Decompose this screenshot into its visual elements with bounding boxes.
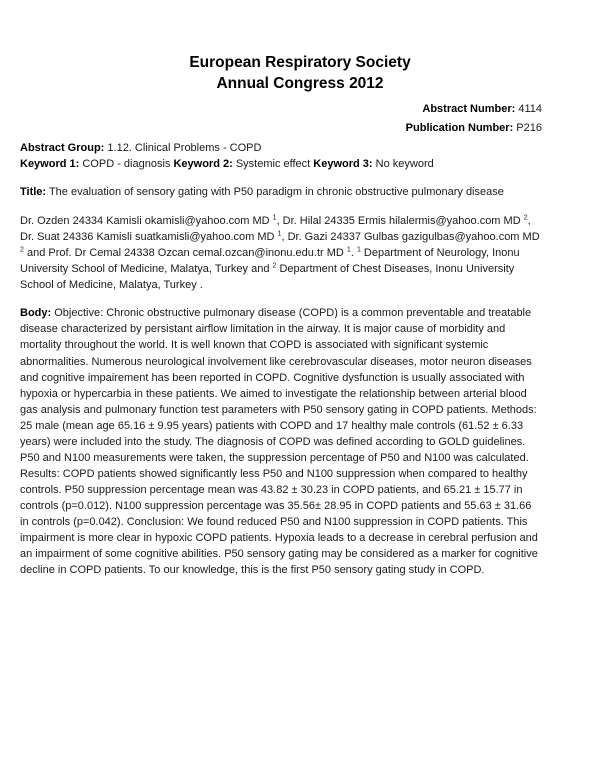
affiliation-2-marker: 2 [272, 262, 277, 270]
body-label: Body: [20, 307, 52, 320]
abstract-group-value: 1.12. Clinical Problems - COPD [107, 142, 262, 154]
author-1: Dr. Ozden 24334 Kamisli okamisli@yahoo.com MD [20, 215, 273, 228]
author-5: and Prof. Dr Cemal 24338 Ozcan cemal.ozcan@inonu.edu.tr MD [23, 247, 347, 260]
author-5-affiliation: 1 [346, 246, 351, 254]
publication-number-row [20, 119, 542, 138]
publication-number-value: P216 [516, 122, 542, 134]
author-3-affiliation: 1 [277, 230, 282, 238]
title-row [20, 184, 542, 200]
abstract-number-label: Abstract Number: [422, 103, 516, 115]
keywords-row [20, 156, 542, 172]
keyword3-value: No keyword [375, 158, 434, 171]
congress-header [58, 52, 542, 94]
authors-paragraph [20, 213, 542, 293]
abstract-numbers [20, 100, 542, 138]
author-1-affiliation: 1 [272, 214, 277, 222]
affiliation-2: Department of Chest Diseases, Inonu University School of Medicine, Malatya, Turkey . [20, 263, 515, 292]
author-4: , Dr. Gazi 24337 Gulbas gazigulbas@yahoo.com MD [281, 231, 540, 244]
keyword2-value: Systemic effect [235, 158, 311, 171]
congress-title-line2: Annual Congress 2012 [216, 75, 384, 92]
abstract-group-label: Abstract Group: [20, 142, 105, 154]
body-paragraph [20, 305, 542, 578]
author-2-affiliation: 2 [523, 214, 528, 222]
title-label: Title: [20, 186, 47, 199]
keyword3-label: Keyword 3: [313, 158, 373, 171]
affiliation-separator: . [350, 247, 357, 260]
affiliation-1: Department of Neurology, Inonu University School of Medicine, Malatya, Turkey and [20, 247, 520, 276]
keyword1-label: Keyword 1: [20, 158, 80, 171]
title-value: The evaluation of sensory gating with P50 paradigm in chronic obstructive pulmonary disease [48, 186, 504, 199]
author-2: , Dr. Hilal 24335 Ermis hilalermis@yahoo.com MD [276, 215, 524, 228]
congress-title-line1: European Respiratory Society [189, 54, 411, 71]
abstract-number-row [20, 100, 542, 119]
author-4-affiliation: 2 [20, 246, 24, 254]
affiliation-1-marker: 1 [356, 246, 361, 254]
author-3: , Dr. Suat 24336 Kamisli suatkamisli@yahoo.com MD [20, 215, 531, 244]
body-text: Objective: Chronic obstructive pulmonary disease (COPD) is a common preventable and treatable disease characterized by persistant airflow limitation in the airway. It is major cause of morbidity and mortality throughout the world. It is well known that COPD is associated with significant systemic abnormalities. Numerous neurological involvement like cerebrovascular diseases, motor neuron diseases and cognitive impairement has been reported in COPD. Cognitive dysfunction is usually associated with hypoxia or hypercarbia in these patients. We aimed to investigate the relationship between arterial blood gas analysis and pulmonary function test parameters with P50 sensory gating in COPD patients. Methods: 25 male (mean age 65.16 ± 9.95 years) patients with COPD and 17 healthy male controls (61.52 ± 6.33 years) were included into the study. The diagnosis of COPD was defined according to GOLD guidelines. P50 and N100 measurements were taken, the suppression percentage of P50 and N100 was calculated. Results: COPD patients showed significantly less P50 and N100 suppression when compared to healthy controls. P50 suppression percentage mean was 43.82 ± 30.23 in COPD patients, and 65.21 ± 15.77 in controls (p=0.012). N100 suppression percentage was 35.56± 28.95 in COPD patients and 55.63 ± 31.66 in controls (p=0.042). Conclusion: We found reduced P50 and N100 suppression in COPD patients. This impairment is more clear in hypoxic COPD patients. Hypoxia leads to a decrease in cerebral perfusion and an impairment of some cognitive abilities. P50 sensory gating may be considered as a marker for cognitive decline in COPD patients. To our knowledge, this is the first P50 sensory gating study in COPD. [20, 307, 538, 577]
keyword2-label: Keyword 2: [173, 158, 233, 171]
abstract-number-value: 4114 [518, 103, 542, 115]
keyword1-value: COPD - diagnosis [82, 158, 171, 171]
abstract-group-row [20, 140, 542, 156]
publication-number-label: Publication Number: [405, 122, 514, 134]
